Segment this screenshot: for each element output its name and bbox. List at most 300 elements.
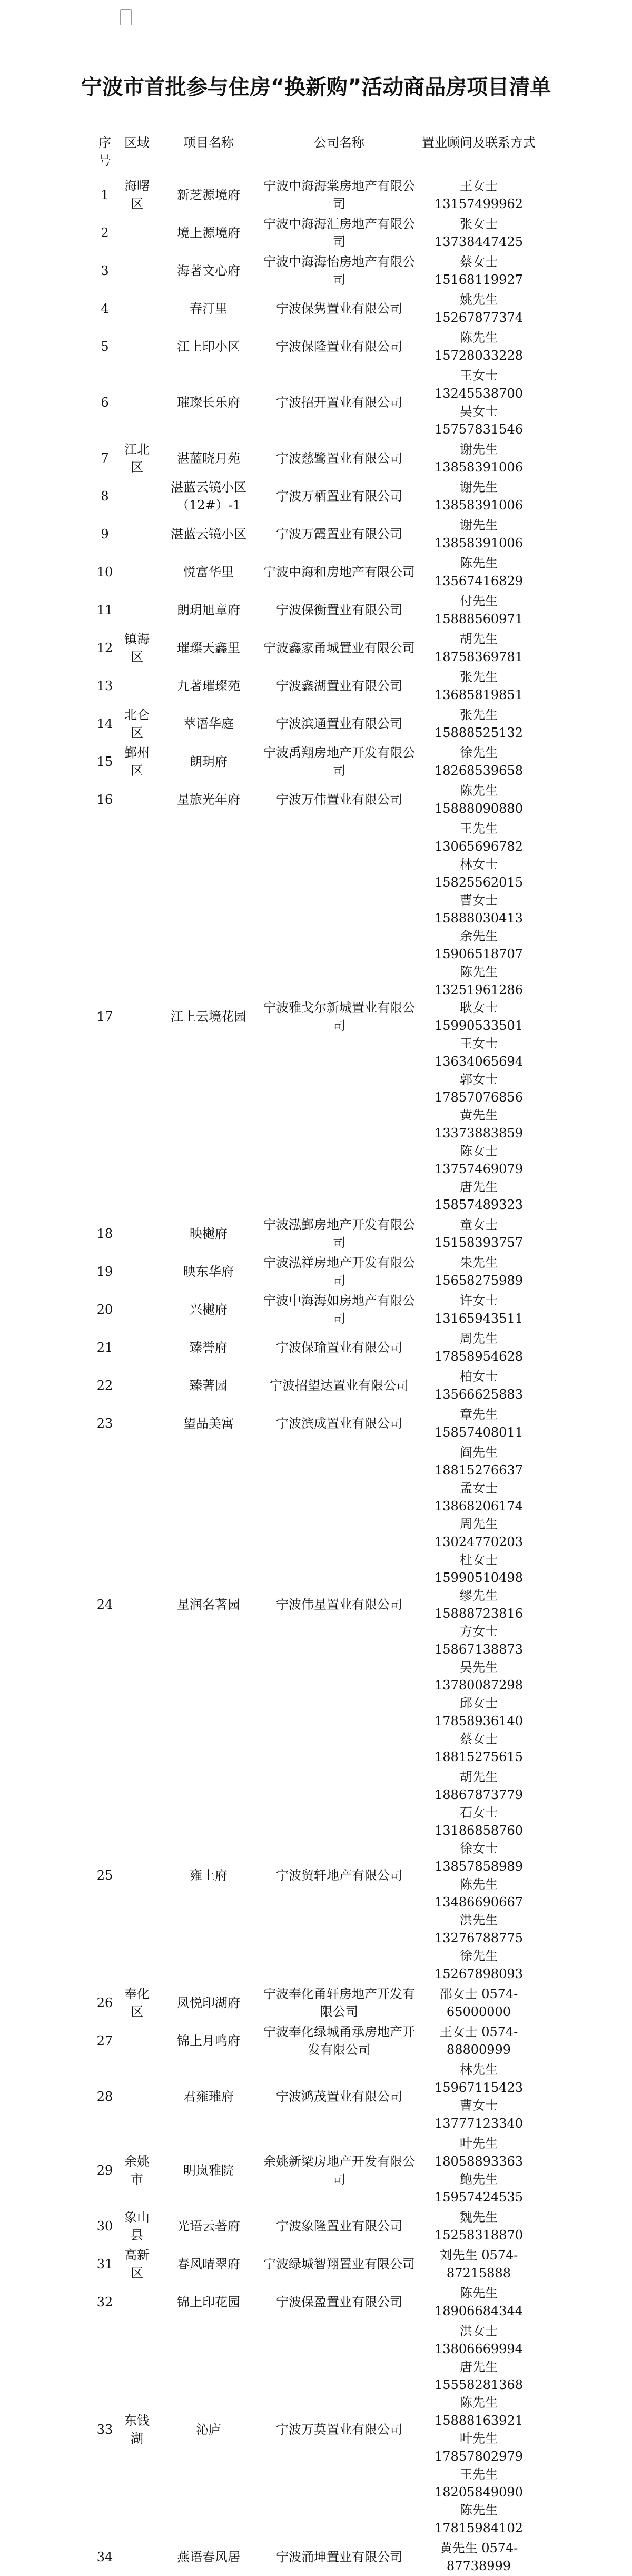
table-row — [93, 176, 539, 214]
contact-line: 13757469079 — [434, 1162, 523, 1176]
row-contacts — [418, 1767, 539, 1984]
row-contacts — [418, 1404, 539, 1442]
contact-line: 朱先生 — [460, 1255, 498, 1270]
contact-line: 13857858989 — [434, 1859, 523, 1874]
contact-line: 魏先生 — [460, 2210, 498, 2225]
contact-line: 王女士 — [460, 1036, 498, 1051]
contact-line: 17857802979 — [434, 2449, 523, 2464]
table-row — [93, 781, 539, 819]
row-company: 宁波万伟置业有限公司 — [276, 792, 402, 807]
row-company: 宁波绿城智翔置业有限公司 — [263, 2257, 415, 2272]
row-number: 33 — [96, 2422, 113, 2437]
contact-line: 15825562015 — [434, 875, 523, 890]
row-district — [117, 328, 157, 366]
contact-line: 18815276637 — [434, 1463, 523, 1478]
table-row — [93, 1404, 539, 1442]
contact-line: 刘先生 0574- — [439, 2248, 518, 2263]
contact-line: 蔡女士 — [460, 254, 498, 269]
row-number: 18 — [96, 1226, 113, 1241]
row-contacts — [418, 214, 539, 252]
row-project-name: 湛蓝云镜小区（12#）-1 — [171, 480, 246, 513]
contact-line: 15990510498 — [434, 1570, 523, 1585]
contact-line: 蔡女士 — [460, 1732, 498, 1746]
contact-line: 陈先生 — [460, 783, 498, 798]
contact-line: 13685819851 — [434, 687, 523, 702]
row-contacts — [418, 290, 539, 328]
row-district — [117, 667, 157, 705]
contact-line: 曹女士 — [460, 893, 498, 908]
contact-line: 陈先生 — [460, 1877, 498, 1892]
row-project-name: 沁庐 — [196, 2422, 221, 2437]
contact-line: 林先生 — [460, 2062, 498, 2077]
row-company: 宁波中海和房地产有限公司 — [263, 565, 415, 579]
table-row — [93, 2022, 539, 2060]
row-number: 29 — [96, 2163, 113, 2178]
table-row — [93, 515, 539, 553]
row-contacts — [418, 176, 539, 214]
row-district: 东钱湖 — [124, 2413, 150, 2446]
row-company: 宁波泓祥房地产开发有限公司 — [263, 1255, 415, 1288]
row-company: 宁波中海海棠房地产有限公司 — [263, 179, 415, 211]
contact-line: 鲍先生 — [460, 2172, 498, 2187]
contact-line: 13858391006 — [434, 498, 523, 513]
row-project-name: 凤悦印湖府 — [177, 1995, 240, 2010]
row-number: 6 — [101, 395, 109, 410]
contact-line: 张先生 — [460, 707, 498, 722]
row-number: 4 — [101, 301, 109, 316]
row-project-name: 春汀里 — [190, 301, 228, 316]
contact-line: 13777123340 — [434, 2116, 523, 2131]
row-number: 7 — [101, 451, 109, 466]
table-row — [93, 629, 539, 667]
contact-line: 13165943511 — [434, 1311, 523, 1326]
row-district — [117, 1366, 157, 1404]
contact-line: 15267877374 — [434, 310, 523, 325]
row-number: 9 — [101, 527, 109, 542]
table-row — [93, 553, 539, 591]
row-project-name: 映樾府 — [190, 1226, 228, 1241]
row-district — [117, 1253, 157, 1291]
row-project-name: 君雍璀府 — [183, 2089, 234, 2104]
row-number: 24 — [96, 1597, 113, 1612]
table-row — [93, 1767, 539, 1984]
row-number: 11 — [96, 603, 113, 617]
row-contacts — [418, 252, 539, 290]
row-district: 海曙区 — [124, 179, 150, 211]
table-row — [93, 252, 539, 290]
contact-line: 王女士 — [460, 179, 498, 193]
row-project-name: 萃语华庭 — [183, 716, 234, 731]
row-project-name: 映东华府 — [183, 1264, 234, 1279]
row-number: 31 — [96, 2257, 113, 2272]
row-district — [117, 553, 157, 591]
row-project-name: 湛蓝云镜小区 — [171, 527, 246, 542]
contact-line: 许女士 — [460, 1293, 498, 1308]
row-number: 16 — [96, 792, 113, 807]
contact-line: 林女士 — [460, 857, 498, 872]
contact-line: 王女士 0574- — [439, 2024, 518, 2039]
row-number: 15 — [96, 754, 113, 769]
header-company: 公司名称 — [314, 135, 364, 150]
row-number: 17 — [96, 1009, 113, 1024]
row-number: 27 — [96, 2033, 113, 2048]
row-project-name: 星旅光年府 — [177, 792, 240, 807]
contact-line: 15857489323 — [434, 1197, 523, 1212]
table-row — [93, 1366, 539, 1404]
contact-line: 15888525132 — [434, 725, 523, 740]
table-row — [93, 1329, 539, 1366]
row-company: 宁波保瑜置业有限公司 — [276, 1340, 402, 1355]
row-district — [117, 1767, 157, 1984]
row-contacts — [418, 2133, 539, 2207]
row-district: 镇海区 — [124, 632, 150, 664]
row-number: 23 — [96, 1416, 113, 1431]
row-contacts — [418, 2538, 539, 2576]
row-number: 32 — [96, 2295, 113, 2309]
contact-line: 王先生 — [460, 2467, 498, 2482]
contact-line: 徐先生 — [460, 1949, 498, 1963]
page-title: 宁波市首批参与住房“换新购”活动商品房项目清单 — [81, 75, 551, 100]
row-project-name: 海著文心府 — [177, 263, 240, 278]
row-district — [117, 1215, 157, 1253]
row-project-name: 星润名著园 — [177, 1597, 240, 1612]
header-contact: 置业顾问及联系方式 — [422, 135, 536, 150]
contact-line: 洪女士 — [460, 2324, 498, 2338]
row-company: 宁波慈鹭置业有限公司 — [276, 451, 402, 466]
row-number: 1 — [101, 188, 109, 202]
row-project-name: 朗玥旭章府 — [177, 603, 240, 617]
row-company: 宁波万莫置业有限公司 — [276, 2422, 402, 2437]
contact-line: 13157499962 — [434, 196, 523, 211]
row-company: 宁波鑫家甬城置业有限公司 — [263, 641, 415, 655]
contact-line: 15158393757 — [434, 1235, 523, 1250]
contact-line: 13858391006 — [434, 460, 523, 475]
contact-line: 18268539658 — [434, 763, 523, 778]
contact-line: 唐先生 — [460, 2359, 498, 2374]
table-row — [93, 1253, 539, 1291]
row-project-name: 锦上月鸣府 — [177, 2033, 240, 2048]
row-district: 江北区 — [124, 442, 150, 475]
row-company: 宁波滨成置业有限公司 — [276, 1416, 402, 1431]
row-contacts — [418, 328, 539, 366]
row-contacts — [418, 705, 539, 743]
row-contacts — [418, 591, 539, 629]
contact-line: 方女士 — [460, 1624, 498, 1639]
contact-line: 13373883859 — [434, 1126, 523, 1140]
project-table — [93, 133, 539, 2576]
row-contacts — [418, 1215, 539, 1253]
table-header-row — [93, 133, 539, 176]
contact-line: 18205849090 — [434, 2485, 523, 2500]
row-company: 宁波万栖置业有限公司 — [276, 489, 402, 504]
row-number: 10 — [96, 565, 113, 579]
header-district: 区域 — [124, 135, 150, 150]
row-district — [117, 2283, 157, 2321]
contact-line: 17858954628 — [434, 1349, 523, 1364]
contact-line: 吴先生 — [460, 1660, 498, 1675]
contact-line: 杜女士 — [460, 1552, 498, 1567]
contact-line: 15888560971 — [434, 612, 523, 626]
contact-line: 15558281368 — [434, 2377, 523, 2392]
row-company: 宁波保衡置业有限公司 — [276, 603, 402, 617]
row-number: 2 — [101, 225, 109, 240]
contact-line: 15857408011 — [434, 1425, 523, 1440]
contact-line: 13186858760 — [434, 1823, 523, 1838]
contact-line: 13868206174 — [434, 1499, 523, 1513]
row-district: 奉化区 — [124, 1987, 150, 2019]
table-row — [93, 1442, 539, 1767]
table-row — [93, 2321, 539, 2538]
contact-line: 童女士 — [460, 1217, 498, 1232]
row-contacts — [418, 1442, 539, 1767]
contact-line: 18058893363 — [434, 2154, 523, 2169]
row-company: 宁波禹翔房地产开发有限公司 — [263, 745, 415, 778]
row-project-name: 悦富华里 — [183, 565, 234, 579]
row-project-name: 江上印小区 — [177, 339, 240, 354]
contact-line: 15888090880 — [434, 801, 523, 816]
table-row — [93, 2245, 539, 2283]
row-contacts — [418, 1366, 539, 1404]
table-row — [93, 2060, 539, 2133]
table-row — [93, 477, 539, 515]
contact-line: 陈先生 — [460, 2286, 498, 2300]
table-row — [93, 214, 539, 252]
table-row — [93, 819, 539, 1215]
contact-line: 15658275989 — [434, 1273, 523, 1288]
contact-line: 邵女士 0574- — [439, 1987, 518, 2001]
row-contacts — [418, 1984, 539, 2022]
row-company: 宁波鑫湖置业有限公司 — [276, 679, 402, 693]
contact-line: 胡先生 — [460, 632, 498, 646]
row-district — [117, 2022, 157, 2060]
row-project-name: 湛蓝晓月苑 — [177, 451, 240, 466]
contact-line: 洪先生 — [460, 1913, 498, 1928]
row-contacts — [418, 2207, 539, 2245]
row-number: 25 — [96, 1868, 113, 1883]
table-row — [93, 1291, 539, 1329]
contact-line: 叶先生 — [460, 2431, 498, 2446]
row-company: 宁波招望达置业有限公司 — [270, 1378, 409, 1393]
row-company: 宁波奉化甬轩房地产开发有限公司 — [263, 1987, 415, 2019]
row-project-name: 新芝源境府 — [177, 188, 240, 202]
contact-line: 唐先生 — [460, 1179, 498, 1194]
contact-line: 13276788775 — [434, 1931, 523, 1945]
row-contacts — [418, 629, 539, 667]
row-number: 34 — [96, 2550, 113, 2564]
contact-line: 15967115423 — [434, 2080, 523, 2095]
row-project-name: 锦上印花园 — [177, 2295, 240, 2309]
row-number: 5 — [101, 339, 109, 354]
table-row — [93, 439, 539, 477]
contact-line: 陈先生 — [460, 556, 498, 571]
row-contacts — [418, 2245, 539, 2283]
row-project-name: 臻誉府 — [190, 1340, 228, 1355]
contact-line: 15888723816 — [434, 1606, 523, 1621]
row-company: 宁波招开置业有限公司 — [276, 395, 402, 410]
contact-line: 13566625883 — [434, 1387, 523, 1402]
contact-line: 谢先生 — [460, 518, 498, 533]
contact-line: 陈先生 — [460, 2503, 498, 2518]
contact-line: 87215888 — [446, 2266, 511, 2280]
contact-line: 18758369781 — [434, 650, 523, 664]
contact-line: 王先生 — [460, 821, 498, 836]
contact-line: 陈先生 — [460, 965, 498, 979]
header-project-name: 项目名称 — [183, 135, 234, 150]
row-district: 鄞州区 — [124, 745, 150, 778]
row-district — [117, 366, 157, 439]
row-company: 宁波雅戈尔新城置业有限公司 — [263, 1000, 415, 1033]
contact-line: 邱女士 — [460, 1696, 498, 1710]
row-district — [117, 2060, 157, 2133]
row-project-name: 雍上府 — [190, 1868, 228, 1883]
contact-line: 17857076856 — [434, 1090, 523, 1105]
row-contacts — [418, 515, 539, 553]
row-company: 宁波伟星置业有限公司 — [276, 1597, 402, 1612]
contact-line: 15728033228 — [434, 348, 523, 363]
contact-line: 13806669994 — [434, 2342, 523, 2356]
contact-line: 13738447425 — [434, 234, 523, 249]
table-row — [93, 2207, 539, 2245]
row-district — [117, 1291, 157, 1329]
row-project-name: 兴樾府 — [190, 1302, 228, 1317]
row-contacts — [418, 366, 539, 439]
contact-line: 13251961286 — [434, 982, 523, 997]
contact-line: 石女士 — [460, 1805, 498, 1820]
row-contacts — [418, 781, 539, 819]
contact-line: 姚先生 — [460, 292, 498, 307]
row-district — [117, 1442, 157, 1767]
row-contacts — [418, 439, 539, 477]
row-company: 宁波中海海汇房地产有限公司 — [263, 217, 415, 249]
row-project-name: 臻著园 — [190, 1378, 228, 1393]
row-district: 余姚市 — [124, 2154, 150, 2187]
contact-line: 曹女士 — [460, 2098, 498, 2113]
table-row — [93, 290, 539, 328]
row-district: 北仑区 — [124, 707, 150, 740]
contact-line: 陈女士 — [460, 1144, 498, 1158]
table-body — [93, 176, 539, 2576]
contact-line: 13858391006 — [434, 536, 523, 550]
contact-line: 叶先生 — [460, 2136, 498, 2151]
row-contacts — [418, 2283, 539, 2321]
contact-line: 15258318870 — [434, 2228, 523, 2243]
contact-line: 黄先生 — [460, 1108, 498, 1123]
row-contacts — [418, 819, 539, 1215]
row-number: 14 — [96, 716, 113, 731]
contact-line: 陈先生 — [460, 330, 498, 345]
contact-line: 65000000 — [446, 2004, 511, 2019]
table-row — [93, 1215, 539, 1253]
contact-line: 15990533501 — [434, 1018, 523, 1033]
row-number: 26 — [96, 1995, 113, 2010]
row-company: 宁波滨通置业有限公司 — [276, 716, 402, 731]
row-company: 宁波贸轩地产有限公司 — [276, 1868, 402, 1883]
row-number: 22 — [96, 1378, 113, 1393]
contact-line: 孟女士 — [460, 1481, 498, 1496]
contact-line: 郭女士 — [460, 1072, 498, 1087]
table-row — [93, 2283, 539, 2321]
row-district: 象山县 — [124, 2210, 150, 2243]
contact-line: 13567416829 — [434, 574, 523, 588]
row-project-name: 江上云境花园 — [171, 1009, 246, 1024]
contact-line: 章先生 — [460, 1407, 498, 1422]
contact-line: 徐先生 — [460, 745, 498, 760]
contact-line: 18906684344 — [434, 2304, 523, 2318]
row-company: 宁波保盈置业有限公司 — [276, 2295, 402, 2309]
contact-line: 15906518707 — [434, 947, 523, 961]
row-contacts — [418, 1329, 539, 1366]
contact-line: 付先生 — [460, 594, 498, 608]
row-district — [117, 2538, 157, 2576]
contact-line: 阎先生 — [460, 1445, 498, 1460]
row-contacts — [418, 2060, 539, 2133]
row-district — [117, 214, 157, 252]
contact-line: 谢先生 — [460, 480, 498, 495]
row-project-name: 璀璨天鑫里 — [177, 641, 240, 655]
contact-line: 13634065694 — [434, 1054, 523, 1069]
row-district: 高新区 — [124, 2248, 150, 2280]
contact-line: 张女士 — [460, 217, 498, 231]
table-row — [93, 591, 539, 629]
contact-line: 13024770203 — [434, 1535, 523, 1549]
row-number: 19 — [96, 1264, 113, 1279]
table-row — [93, 2133, 539, 2207]
contact-line: 15888030413 — [434, 911, 523, 926]
row-contacts — [418, 553, 539, 591]
contact-line: 15888163921 — [434, 2413, 523, 2428]
document-icon — [120, 9, 132, 25]
row-company: 宁波保隽置业有限公司 — [276, 301, 402, 316]
row-district — [117, 1404, 157, 1442]
row-number: 3 — [101, 263, 109, 278]
row-contacts — [418, 2321, 539, 2538]
row-project-name: 明岚雅院 — [183, 2163, 234, 2178]
contact-line: 张先生 — [460, 670, 498, 684]
contact-line: 柏女士 — [460, 1369, 498, 1384]
table-row — [93, 366, 539, 439]
row-company: 宁波涌坤置业有限公司 — [276, 2550, 402, 2564]
row-district — [117, 1329, 157, 1366]
contact-line: 13065696782 — [434, 839, 523, 854]
contact-line: 15757831546 — [434, 422, 523, 437]
row-company: 余姚新梁房地产开发有限公司 — [263, 2154, 415, 2187]
row-company: 宁波鸿茂置业有限公司 — [276, 2089, 402, 2104]
row-project-name: 光语云著府 — [177, 2219, 240, 2234]
row-company: 宁波奉化绿城甬承房地产开发有限公司 — [263, 2024, 415, 2057]
contact-line: 13245538700 — [434, 386, 523, 401]
contact-line: 王女士 — [460, 368, 498, 383]
row-project-name: 璀璨长乐府 — [177, 395, 240, 410]
contact-line: 胡先生 — [460, 1769, 498, 1784]
contact-line: 15957424535 — [434, 2190, 523, 2205]
contact-line: 缪先生 — [460, 1588, 498, 1603]
contact-line: 15267898093 — [434, 1967, 523, 1981]
row-project-name: 春风晴翠府 — [177, 2257, 240, 2272]
row-project-name: 燕语春风居 — [177, 2550, 240, 2564]
contact-line: 18867873779 — [434, 1787, 523, 1802]
contact-line: 吴女士 — [460, 404, 498, 419]
row-project-name: 朗玥府 — [190, 754, 228, 769]
row-project-name: 境上源境府 — [177, 225, 240, 240]
table-row — [93, 2538, 539, 2576]
row-number: 12 — [96, 641, 113, 655]
contact-line: 余先生 — [460, 929, 498, 943]
row-number: 20 — [96, 1302, 113, 1317]
row-district — [117, 819, 157, 1215]
row-district — [117, 252, 157, 290]
row-company: 宁波中海海如房地产有限公司 — [263, 1293, 415, 1326]
contact-line: 17858936140 — [434, 1714, 523, 1728]
